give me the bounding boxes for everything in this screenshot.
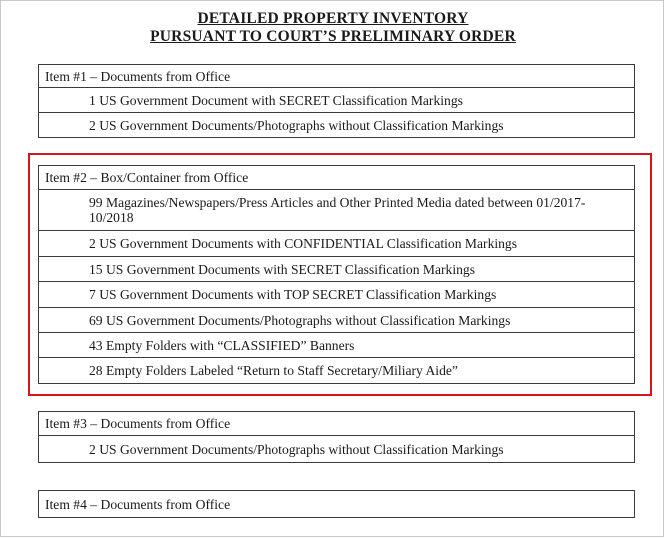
- item-1-table: [38, 64, 635, 138]
- document-title-line-1: DETAILED PROPERTY INVENTORY: [197, 10, 469, 27]
- item-2-entry-7: 28 Empty Folders Labeled “Return to Staff Secretary/Miliary Aide”: [89, 363, 458, 378]
- item-1-header: Item #1 – Documents from Office: [39, 65, 634, 88]
- item-2-entry-1: 99 Magazines/Newspapers/Press Articles and Other Printed Media dated between 01/2017-10/2018: [39, 190, 634, 231]
- red-highlight-box: [28, 153, 652, 396]
- item-2-entry-2: 2 US Government Documents with CONFIDENTIAL Classification Markings: [39, 231, 634, 257]
- item-1-entry-1: 1 US Government Document with SECRET Classification Markings: [39, 88, 634, 113]
- item-2-entry-5: 69 US Government Documents/Photographs without Classification Markings: [39, 308, 634, 333]
- document-title-line-2: PURSUANT TO COURT’S PRELIMINARY ORDER: [150, 28, 516, 45]
- item-2-entry-4: 7 US Government Documents with TOP SECRET Classification Markings: [39, 282, 634, 308]
- item-2-header: Item #2 – Box/Container from Office: [39, 166, 634, 190]
- item-3-entry-1: 2 US Government Documents/Photographs without Classification Markings: [89, 441, 504, 457]
- item-2-entry-6: 43 Empty Folders with “CLASSIFIED” Banners: [39, 333, 634, 358]
- item-4-header: Item #4 – Documents from Office: [45, 496, 231, 512]
- item-2-entry-3: 15 US Government Documents with SECRET Classification Markings: [39, 257, 634, 282]
- item-1-entry-2: 2 US Government Documents/Photographs without Classification Markings: [89, 117, 504, 133]
- item-3-table: [38, 411, 635, 463]
- item-4-table: [38, 490, 635, 518]
- item-3-header: Item #3 – Documents from Office: [39, 412, 634, 436]
